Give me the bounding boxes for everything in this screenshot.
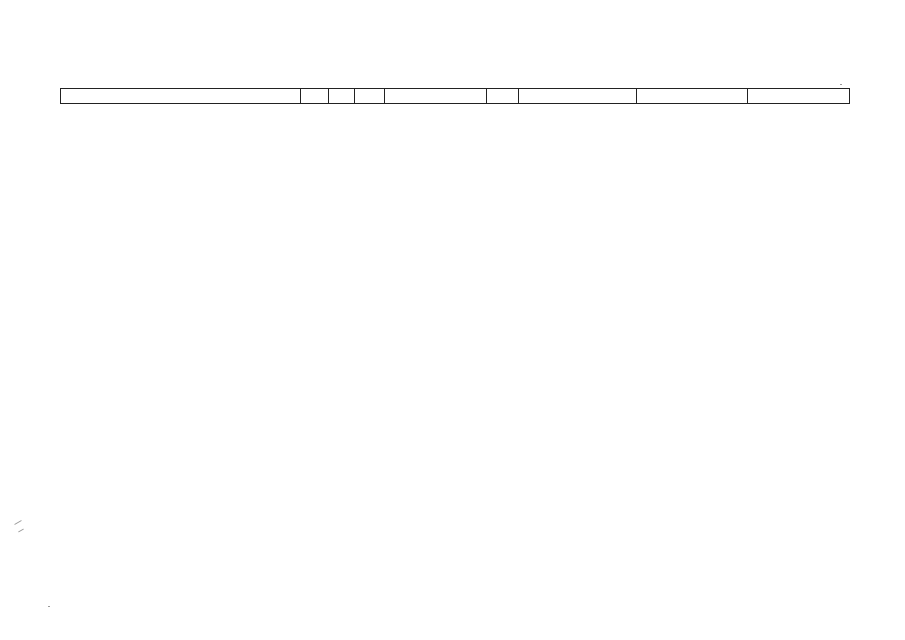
header-col-4 [355, 89, 385, 103]
header-col-1 [61, 89, 301, 103]
scan-speck [48, 606, 50, 607]
header-col-8 [637, 89, 748, 103]
table-header [60, 88, 850, 104]
header-col-2 [301, 89, 329, 103]
scan-speck [18, 529, 24, 533]
header-col-6 [487, 89, 519, 103]
scan-speck [14, 520, 21, 525]
header-col-7 [519, 89, 637, 103]
header-col-3 [329, 89, 355, 103]
header-col-5 [385, 89, 487, 103]
header-col-9 [748, 89, 851, 103]
scan-speck [840, 84, 842, 85]
